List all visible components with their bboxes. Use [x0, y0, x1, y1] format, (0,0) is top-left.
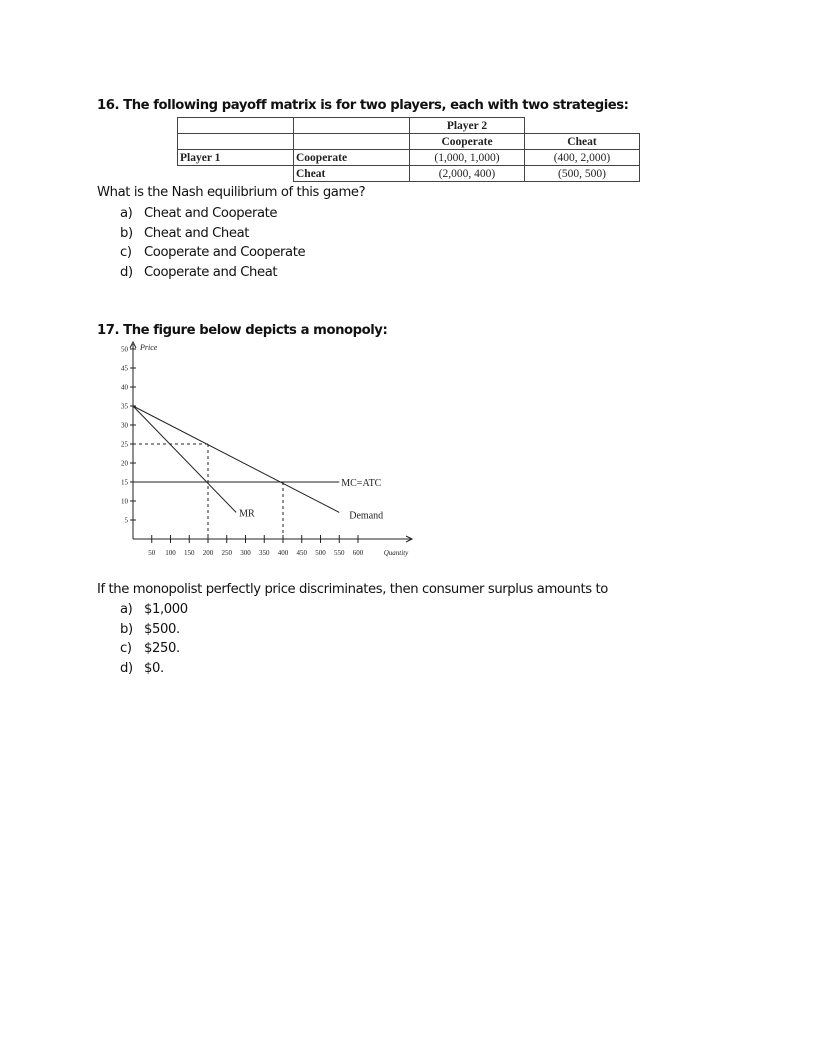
option-letter: b) [120, 621, 133, 637]
x-tick-label: 500 [315, 549, 326, 557]
mc-atc-label: MC=ATC [341, 478, 382, 489]
question-17-options [120, 600, 188, 678]
matrix-empty-cell [294, 134, 410, 150]
row-strategy-cheat: Cheat [294, 166, 410, 182]
x-tick-label: 300 [240, 549, 251, 557]
y-tick-label: 40 [121, 383, 128, 392]
option-text: Cheat and Cheat [144, 225, 250, 241]
col-header-cooperate: Cooperate [410, 134, 525, 150]
option-text: Cooperate and Cooperate [144, 245, 306, 260]
question-16-text: What is the Nash equilibrium of this game? [97, 185, 366, 200]
question-17-text: If the monopolist perfectly price discriminates, then consumer surplus amounts to [97, 582, 608, 597]
question-17-title: 17. The figure below depicts a monopoly: [97, 323, 388, 338]
payoff-cell: (1,000, 1,000) [410, 150, 525, 166]
x-tick-label: 400 [277, 549, 289, 557]
row-strategy-cooperate: Cooperate [294, 150, 410, 166]
y-tick-label: 15 [121, 478, 128, 487]
option-letter: d) [120, 660, 133, 676]
x-tick-label: 450 [296, 549, 307, 557]
payoff-matrix [177, 117, 640, 182]
x-axis-label: Quantity [383, 549, 409, 557]
option-b [120, 224, 305, 244]
monopoly-chart [100, 335, 430, 567]
payoff-cell: (400, 2,000) [525, 150, 640, 166]
option-text: $1,000 [144, 602, 188, 617]
payoff-cell: (2,000, 400) [410, 166, 525, 182]
question-16-title: 16. The following payoff matrix is for two players, each with two strategies: [97, 98, 629, 113]
x-tick-label: 100 [165, 549, 176, 557]
option-letter: d) [120, 264, 133, 280]
option-text: $0. [144, 660, 164, 676]
y-tick-label: 5 [124, 516, 128, 525]
x-tick-label: 250 [221, 549, 232, 557]
option-b [120, 620, 188, 640]
x-tick-label: 150 [184, 549, 195, 557]
y-tick-label: 25 [121, 440, 128, 449]
option-text: Cooperate and Cheat [144, 264, 278, 280]
y-tick-label: 45 [121, 364, 128, 373]
option-letter: c) [120, 641, 132, 656]
option-text: $250. [144, 641, 180, 656]
y-axis-label: Price [140, 343, 158, 352]
demand-label: Demand [349, 510, 384, 522]
option-text: $500. [144, 621, 180, 637]
y-tick-label: 20 [121, 459, 128, 468]
option-d [120, 263, 305, 283]
option-letter: c) [120, 245, 132, 260]
x-tick-label: 550 [334, 549, 345, 557]
matrix-blank [525, 118, 640, 134]
matrix-empty-cell [178, 134, 294, 150]
col-header-cheat: Cheat [525, 134, 640, 150]
option-letter: a) [120, 206, 133, 221]
matrix-blank [178, 166, 294, 182]
y-tick-label: 10 [121, 497, 128, 506]
player-2-label: Player 2 [410, 118, 525, 134]
matrix-empty-cell [178, 118, 294, 134]
option-a [120, 204, 305, 224]
y-tick-label: 35 [121, 402, 128, 411]
payoff-cell: (500, 500) [525, 166, 640, 182]
question-16-options [120, 204, 305, 282]
option-letter: a) [120, 602, 133, 617]
mr-line [133, 406, 236, 512]
demand-line [133, 406, 339, 512]
y-tick-label: 50 [121, 345, 128, 354]
x-tick-label: 200 [202, 549, 214, 557]
player-1-label: Player 1 [178, 150, 294, 166]
matrix-empty-cell [294, 118, 410, 134]
option-a [120, 600, 188, 620]
option-text: Cheat and Cooperate [144, 206, 278, 221]
option-d [120, 659, 188, 679]
x-tick-label: 350 [259, 549, 270, 557]
x-tick-label: 50 [148, 549, 156, 557]
option-c [120, 243, 305, 263]
option-letter: b) [120, 225, 133, 241]
y-tick-label: 30 [121, 421, 128, 430]
x-tick-label: 600 [352, 549, 364, 557]
option-c [120, 639, 188, 659]
mr-label: MR [239, 508, 255, 520]
